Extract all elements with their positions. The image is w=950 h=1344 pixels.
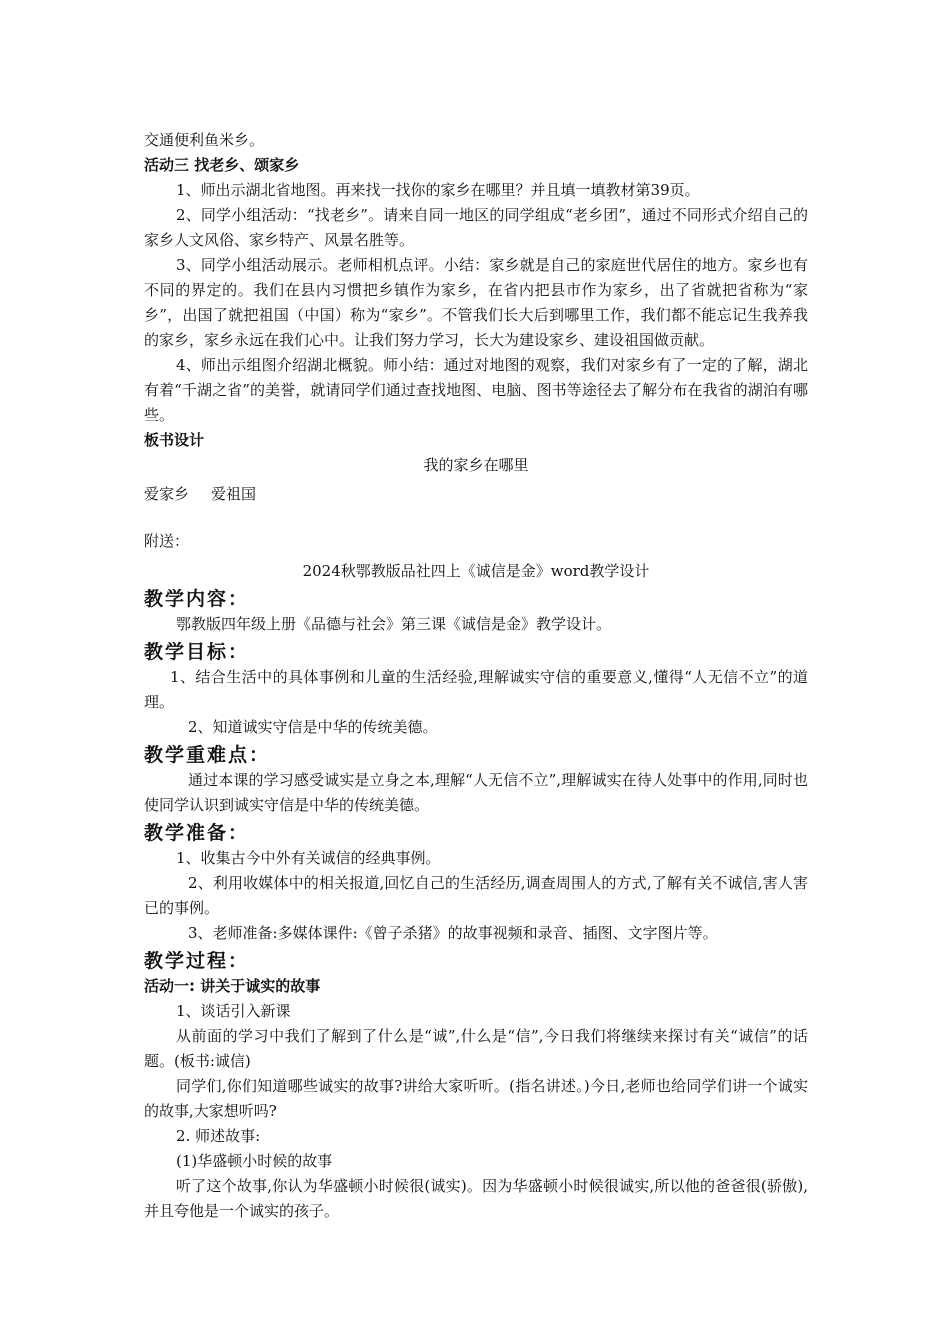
board-title: 我的家乡在哪里: [423, 456, 529, 474]
paragraph: 1、收集古今中外有关诚信的经典事例。: [176, 849, 441, 867]
paragraph: 鄂教版四年级上册《品德与社会》第三课《诚信是金》教学设计。: [176, 615, 612, 633]
appendix-label: 附送：: [144, 532, 190, 550]
paragraph: 同学们,你们知道哪些诚实的故事?讲给大家听听。(指名讲述。)今日,老师也给同学们讲一个诚实的故事,大家想听吗?: [144, 1077, 808, 1120]
board-heading: 板书设计: [144, 431, 205, 449]
section-heading-key-points: 教学重难点：: [144, 744, 271, 766]
paragraph: 2、同学小组活动：“找老乡”。请来自同一地区的同学组成“老乡团”，通过不同形式介绍自己的家乡人文风俗、家乡特产、风景名胜等。: [144, 206, 808, 249]
paragraph: 4、师出示组图介绍湖北概貌。师小结：通过对地图的观察，我们对家乡有了一定的了解，湖北有着“千湖之省”的美誉，就请同学们通过查找地图、电脑、图书等途径去了解分布在我省的湖泊有哪些。: [144, 356, 808, 424]
document-body: [144, 128, 808, 1224]
paragraph: 2、知道诚实守信是中华的传统美德。: [188, 718, 438, 736]
paragraph: 3、老师准备:多媒体课件:《曾子杀猪》的故事视频和录音、插图、文字图片等。: [188, 924, 718, 942]
text-line: 交通便利鱼米乡。: [144, 131, 265, 149]
paragraph: 1、师出示湖北省地图。再来找一找你的家乡在哪里？并且填一填教材第39页。: [176, 181, 700, 199]
paragraph: 2. 师述故事:: [176, 1127, 261, 1145]
board-item-love-hometown: 爱家乡: [144, 485, 190, 503]
paragraph: 1、谈话引入新课: [176, 1002, 291, 1020]
activity3-heading: 活动三 找老乡、颂家乡: [144, 156, 300, 174]
appendix-title: 2024秋鄂教版品社四上《诚信是金》word教学设计: [302, 562, 650, 580]
section-heading-preparation: 教学准备：: [144, 822, 250, 844]
section-heading-process: 教学过程：: [144, 950, 250, 972]
paragraph: (1)华盛顿小时候的故事: [176, 1152, 333, 1170]
board-item-love-motherland: 爱祖国: [211, 485, 257, 503]
activity1-heading: 活动一: 讲关于诚实的故事: [144, 977, 321, 995]
paragraph: 1、结合生活中的具体事例和儿童的生活经验,理解诚实守信的重要意义,懂得“人无信不立”的道理。: [144, 668, 808, 711]
section-heading-goals: 教学目标：: [144, 641, 250, 663]
paragraph: 通过本课的学习感受诚实是立身之本,理解“人无信不立”,理解诚实在待人处事中的作用,同时也使同学认识到诚实守信是中华的传统美德。: [144, 771, 808, 814]
paragraph: 听了这个故事,你认为华盛顿小时候很(诚实)。因为华盛顿小时候很诚实,所以他的爸爸很(骄傲),并且夸他是一个诚实的孩子。: [144, 1177, 808, 1220]
paragraph: 从前面的学习中我们了解到了什么是“诚”,什么是“信”,今日我们将继续来探讨有关“诚信”的话题。(板书:诚信): [144, 1027, 808, 1070]
board-items: [144, 482, 808, 507]
section-heading-content: 教学内容：: [144, 588, 250, 610]
paragraph: 2、利用收媒体中的相关报道,回忆自己的生活经历,调查周围人的方式,了解有关不诚信,害人害已的事例。: [144, 874, 808, 917]
paragraph: 3、同学小组活动展示。老师相机点评。小结：家乡就是自己的家庭世代居住的地方。家乡也有不同的界定的。我们在县内习惯把乡镇作为家乡，在省内把县市作为家乡，出了省就把省称为“家乡”，出国了就把祖国（中国）称为“家乡”。不管我们长大后到哪里工作，我们都不能忘记生我养我的家乡，家乡永远在我们心中。让我们努力学习，长大为建设家乡、建设祖国做贡献。: [144, 256, 808, 349]
